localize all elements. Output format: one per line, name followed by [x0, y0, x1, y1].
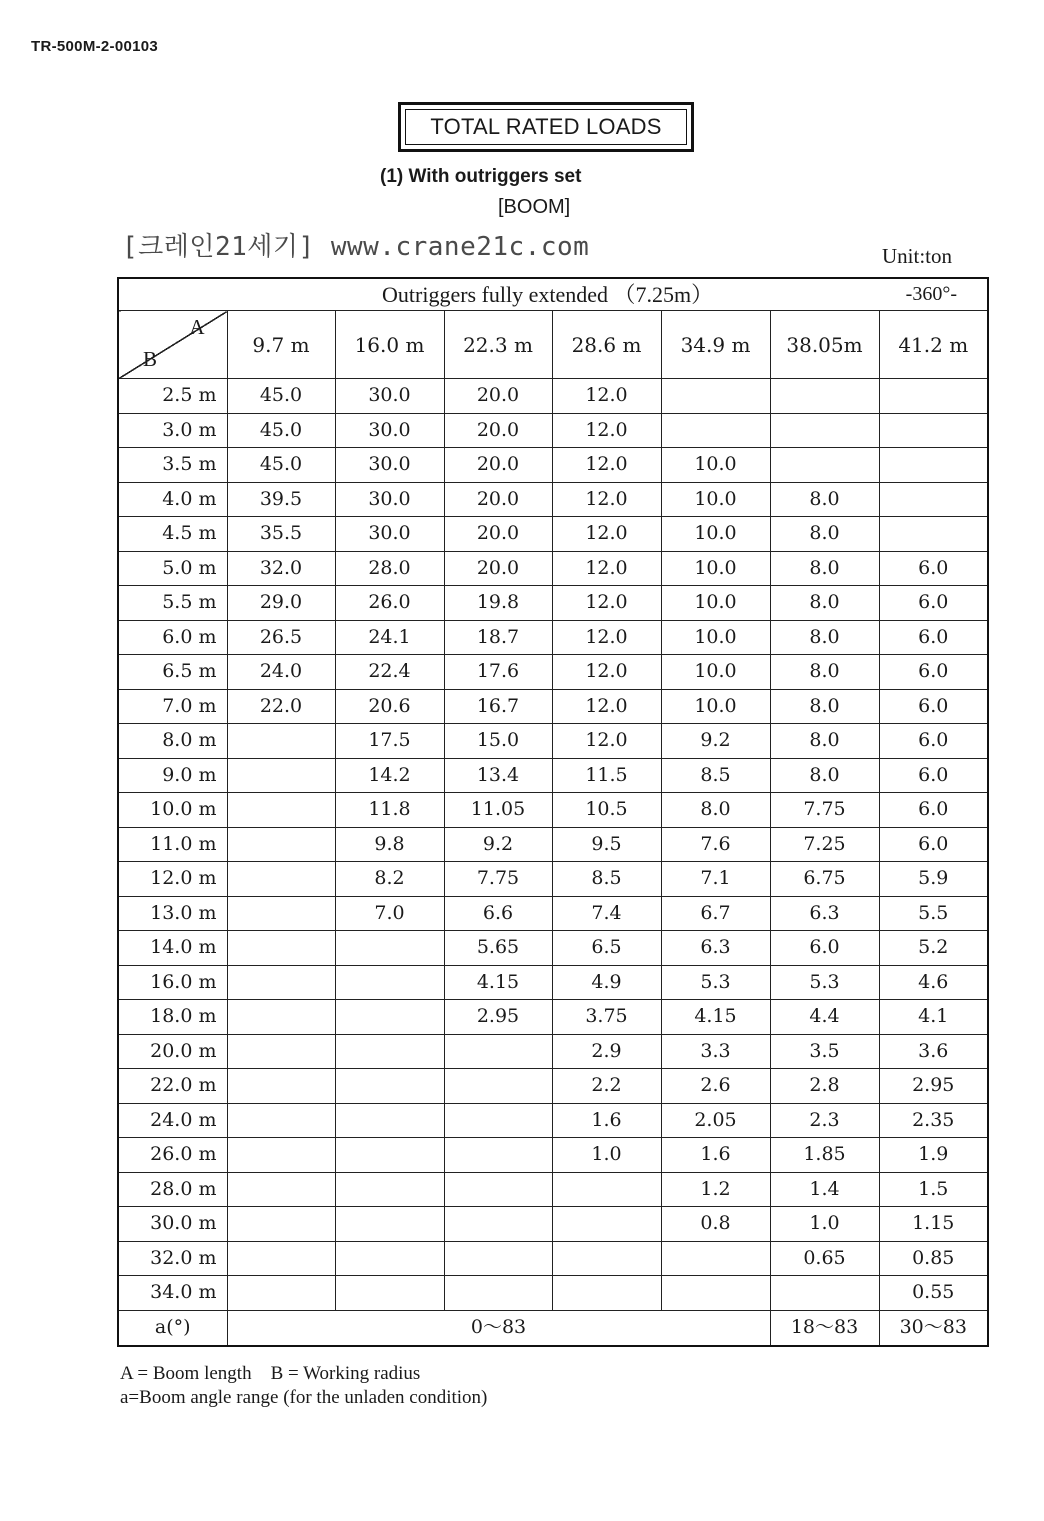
load-cell	[335, 1276, 444, 1311]
load-cell: 8.5	[661, 758, 770, 793]
load-cell	[227, 1207, 335, 1242]
load-cell	[335, 965, 444, 1000]
boom-angle-row	[118, 1310, 988, 1346]
load-cell: 8.0	[770, 586, 879, 621]
load-cell: 2.05	[661, 1103, 770, 1138]
table-row	[118, 482, 988, 517]
working-radius-cell: 14.0 m	[118, 931, 227, 966]
load-cell: 22.4	[335, 655, 444, 690]
load-cell: 10.0	[661, 517, 770, 552]
load-cell: 20.0	[444, 379, 552, 414]
load-cell: 20.0	[444, 482, 552, 517]
table-row	[118, 413, 988, 448]
load-cell: 20.0	[444, 448, 552, 483]
corner-cell	[118, 311, 227, 379]
load-cell: 5.3	[770, 965, 879, 1000]
load-cell: 6.5	[552, 931, 661, 966]
load-cell	[227, 1034, 335, 1069]
working-radius-cell: 26.0 m	[118, 1138, 227, 1173]
load-cell	[227, 793, 335, 828]
boom-angle-range-1: 0～83	[227, 1310, 770, 1346]
load-cell: 3.5	[770, 1034, 879, 1069]
load-cell: 45.0	[227, 413, 335, 448]
load-cell: 45.0	[227, 448, 335, 483]
load-cell	[227, 1138, 335, 1173]
table-row	[118, 896, 988, 931]
load-cell: 24.0	[227, 655, 335, 690]
working-radius-cell: 20.0 m	[118, 1034, 227, 1069]
load-cell: 9.5	[552, 827, 661, 862]
table-row	[118, 965, 988, 1000]
load-cell: 12.0	[552, 586, 661, 621]
boom-length-header: 9.7 m	[227, 311, 335, 379]
load-cell: 8.0	[770, 655, 879, 690]
load-cell: 39.5	[227, 482, 335, 517]
table-row	[118, 551, 988, 586]
load-cell: 9.2	[444, 827, 552, 862]
load-cell: 7.6	[661, 827, 770, 862]
load-cell: 5.3	[661, 965, 770, 1000]
boom-angle-range-3: 30～83	[879, 1310, 988, 1346]
load-cell	[552, 1207, 661, 1242]
load-cell	[770, 448, 879, 483]
load-cell: 29.0	[227, 586, 335, 621]
load-cell: 26.0	[335, 586, 444, 621]
load-cell: 2.9	[552, 1034, 661, 1069]
load-cell: 1.2	[661, 1172, 770, 1207]
table-row	[118, 1207, 988, 1242]
load-cell	[335, 1207, 444, 1242]
table-body	[118, 278, 988, 1346]
working-radius-cell: 11.0 m	[118, 827, 227, 862]
load-cell: 6.75	[770, 862, 879, 897]
working-radius-cell: 9.0 m	[118, 758, 227, 793]
load-cell: 6.0	[879, 551, 988, 586]
load-cell: 2.6	[661, 1069, 770, 1104]
load-cell: 0.85	[879, 1241, 988, 1276]
working-radius-cell: 4.0 m	[118, 482, 227, 517]
table-row	[118, 689, 988, 724]
working-radius-cell: 7.0 m	[118, 689, 227, 724]
load-cell: 12.0	[552, 413, 661, 448]
load-cell	[227, 1172, 335, 1207]
load-cell	[552, 1276, 661, 1311]
load-cell: 6.3	[770, 896, 879, 931]
load-cell	[770, 379, 879, 414]
subtitle: (1) With outriggers set	[380, 166, 582, 187]
load-cell: 1.5	[879, 1172, 988, 1207]
load-cell	[227, 724, 335, 759]
boom-length-header: 38.05m	[770, 311, 879, 379]
load-cell: 2.2	[552, 1069, 661, 1104]
load-cell: 8.0	[661, 793, 770, 828]
load-cell	[444, 1276, 552, 1311]
outrigger-header-cell	[118, 278, 988, 311]
load-cell	[661, 379, 770, 414]
load-cell: 4.9	[552, 965, 661, 1000]
load-cell: 11.05	[444, 793, 552, 828]
load-cell: 30.0	[335, 517, 444, 552]
load-cell: 10.0	[661, 482, 770, 517]
load-cell: 1.0	[552, 1138, 661, 1173]
load-cell: 0.8	[661, 1207, 770, 1242]
load-cell: 6.0	[879, 724, 988, 759]
load-cell	[335, 1172, 444, 1207]
boom-length-header: 16.0 m	[335, 311, 444, 379]
load-cell: 30.0	[335, 448, 444, 483]
unit-label: Unit:ton	[882, 244, 953, 268]
notes-line-2: a=Boom angle range (for the unladen condition)	[120, 1387, 488, 1408]
table-row	[118, 655, 988, 690]
load-cell: 10.0	[661, 689, 770, 724]
working-radius-cell: 10.0 m	[118, 793, 227, 828]
working-radius-cell: 13.0 m	[118, 896, 227, 931]
load-cell: 12.0	[552, 482, 661, 517]
load-cell: 26.5	[227, 620, 335, 655]
load-cell	[227, 931, 335, 966]
working-radius-cell: 3.0 m	[118, 413, 227, 448]
table-row	[118, 517, 988, 552]
load-cell: 1.6	[552, 1103, 661, 1138]
load-cell	[879, 448, 988, 483]
table-row	[118, 448, 988, 483]
working-radius-cell: 6.0 m	[118, 620, 227, 655]
working-radius-cell: 3.5 m	[118, 448, 227, 483]
load-cell	[879, 379, 988, 414]
load-cell	[552, 1172, 661, 1207]
load-cell: 17.5	[335, 724, 444, 759]
load-cell	[227, 1069, 335, 1104]
load-cell: 10.0	[661, 551, 770, 586]
load-cell: 13.4	[444, 758, 552, 793]
load-cell: 15.0	[444, 724, 552, 759]
table-row	[118, 758, 988, 793]
subtitle-boom: [BOOM]	[498, 196, 571, 218]
load-cell	[335, 1000, 444, 1035]
load-cell: 4.6	[879, 965, 988, 1000]
working-radius-cell: 34.0 m	[118, 1276, 227, 1311]
load-cell: 7.75	[770, 793, 879, 828]
corner-label-b: B	[143, 347, 158, 371]
load-cell	[444, 1207, 552, 1242]
boom-length-header: 22.3 m	[444, 311, 552, 379]
load-cell	[444, 1172, 552, 1207]
boom-length-header-row	[118, 311, 988, 379]
load-cell	[661, 1276, 770, 1311]
load-cell: 4.15	[661, 1000, 770, 1035]
load-cell: 6.0	[879, 620, 988, 655]
load-cell: 8.0	[770, 758, 879, 793]
load-cell: 24.1	[335, 620, 444, 655]
load-cell: 1.0	[770, 1207, 879, 1242]
load-cell: 14.2	[335, 758, 444, 793]
load-cell	[227, 1103, 335, 1138]
title-box	[398, 102, 694, 152]
load-cell: 12.0	[552, 655, 661, 690]
load-cell	[444, 1034, 552, 1069]
working-radius-cell: 22.0 m	[118, 1069, 227, 1104]
load-cell: 8.0	[770, 551, 879, 586]
working-radius-cell: 30.0 m	[118, 1207, 227, 1242]
rated-loads-table	[117, 277, 989, 1347]
load-cell: 3.6	[879, 1034, 988, 1069]
working-radius-cell: 4.5 m	[118, 517, 227, 552]
load-cell: 1.15	[879, 1207, 988, 1242]
outrigger-header: Outriggers fully extended （7.25m）	[382, 282, 714, 307]
load-cell: 10.5	[552, 793, 661, 828]
load-cell: 5.5	[879, 896, 988, 931]
load-cell	[335, 1241, 444, 1276]
watermark-text: [크레인21세기] www.crane21c.com	[122, 232, 590, 262]
load-cell: 4.15	[444, 965, 552, 1000]
load-cell: 2.95	[879, 1069, 988, 1104]
load-cell: 8.0	[770, 517, 879, 552]
load-cell: 20.6	[335, 689, 444, 724]
table-row	[118, 586, 988, 621]
table-row	[118, 1000, 988, 1035]
load-cell: 8.2	[335, 862, 444, 897]
working-radius-cell: 6.5 m	[118, 655, 227, 690]
load-cell: 30.0	[335, 482, 444, 517]
load-cell: 6.0	[879, 655, 988, 690]
load-cell: 11.8	[335, 793, 444, 828]
load-cell: 12.0	[552, 448, 661, 483]
table-row	[118, 1034, 988, 1069]
load-cell	[661, 1241, 770, 1276]
load-cell: 32.0	[227, 551, 335, 586]
load-cell: 3.75	[552, 1000, 661, 1035]
load-cell: 4.1	[879, 1000, 988, 1035]
load-cell: 6.7	[661, 896, 770, 931]
load-cell: 1.85	[770, 1138, 879, 1173]
load-cell: 2.8	[770, 1069, 879, 1104]
load-cell: 8.0	[770, 620, 879, 655]
load-cell	[879, 482, 988, 517]
load-cell	[879, 517, 988, 552]
load-cell	[335, 1138, 444, 1173]
load-cell: 0.65	[770, 1241, 879, 1276]
load-cell: 7.4	[552, 896, 661, 931]
load-cell: 12.0	[552, 620, 661, 655]
load-cell: 2.95	[444, 1000, 552, 1035]
load-cell: 10.0	[661, 655, 770, 690]
load-cell: 5.65	[444, 931, 552, 966]
corner-label-a: A	[189, 315, 205, 339]
load-cell: 6.0	[879, 827, 988, 862]
working-radius-cell: 28.0 m	[118, 1172, 227, 1207]
load-cell	[444, 1138, 552, 1173]
load-cell	[227, 862, 335, 897]
load-cell: 6.0	[879, 586, 988, 621]
boom-length-header: 28.6 m	[552, 311, 661, 379]
load-cell: 18.7	[444, 620, 552, 655]
table-row	[118, 1069, 988, 1104]
table-row	[118, 379, 988, 414]
load-cell	[227, 896, 335, 931]
working-radius-cell: 5.0 m	[118, 551, 227, 586]
load-cell: 10.0	[661, 586, 770, 621]
load-cell: 2.35	[879, 1103, 988, 1138]
load-cell: 6.0	[879, 793, 988, 828]
table-top-header-row	[118, 278, 988, 311]
load-cell: 6.3	[661, 931, 770, 966]
load-cell: 12.0	[552, 517, 661, 552]
boom-angle-range-2: 18～83	[770, 1310, 879, 1346]
load-cell	[335, 1069, 444, 1104]
load-cell: 8.5	[552, 862, 661, 897]
load-cell: 1.9	[879, 1138, 988, 1173]
notes-line-1: A = Boom length B = Working radius	[120, 1363, 421, 1384]
load-cell: 7.25	[770, 827, 879, 862]
load-cell: 6.6	[444, 896, 552, 931]
table-row	[118, 1241, 988, 1276]
working-radius-cell: 5.5 m	[118, 586, 227, 621]
load-cell: 20.0	[444, 413, 552, 448]
document-id: TR-500M-2-00103	[31, 38, 159, 55]
load-cell	[227, 1276, 335, 1311]
table-row	[118, 620, 988, 655]
load-cell: 45.0	[227, 379, 335, 414]
load-cell: 4.4	[770, 1000, 879, 1035]
table-row	[118, 793, 988, 828]
load-cell	[770, 1276, 879, 1311]
load-cell: 22.0	[227, 689, 335, 724]
boom-angle-label: a(°)	[118, 1310, 227, 1346]
load-cell: 2.3	[770, 1103, 879, 1138]
load-cell: 7.75	[444, 862, 552, 897]
load-cell: 9.8	[335, 827, 444, 862]
table-row	[118, 724, 988, 759]
table-row	[118, 1276, 988, 1311]
table-row	[118, 1103, 988, 1138]
load-cell	[552, 1241, 661, 1276]
working-radius-cell: 12.0 m	[118, 862, 227, 897]
boom-length-header: 41.2 m	[879, 311, 988, 379]
boom-length-header: 34.9 m	[661, 311, 770, 379]
load-cell	[227, 1000, 335, 1035]
load-cell: 1.4	[770, 1172, 879, 1207]
load-cell: 1.6	[661, 1138, 770, 1173]
load-cell	[227, 758, 335, 793]
load-cell	[335, 1103, 444, 1138]
working-radius-cell: 2.5 m	[118, 379, 227, 414]
load-cell	[661, 413, 770, 448]
load-cell: 6.0	[879, 689, 988, 724]
load-cell	[444, 1103, 552, 1138]
notes	[120, 1362, 487, 1410]
table-row	[118, 1138, 988, 1173]
load-cell: 10.0	[661, 448, 770, 483]
load-cell: 30.0	[335, 413, 444, 448]
load-cell: 5.2	[879, 931, 988, 966]
load-cell: 20.0	[444, 517, 552, 552]
load-cell: 20.0	[444, 551, 552, 586]
load-cell: 10.0	[661, 620, 770, 655]
load-cell: 8.0	[770, 689, 879, 724]
load-cell: 9.2	[661, 724, 770, 759]
table-row	[118, 1172, 988, 1207]
working-radius-cell: 16.0 m	[118, 965, 227, 1000]
load-cell: 7.1	[661, 862, 770, 897]
load-cell	[879, 413, 988, 448]
load-cell: 28.0	[335, 551, 444, 586]
load-cell: 6.0	[770, 931, 879, 966]
load-cell	[227, 1241, 335, 1276]
load-cell	[335, 1034, 444, 1069]
load-cell	[770, 413, 879, 448]
load-cell: 5.9	[879, 862, 988, 897]
load-cell: 12.0	[552, 379, 661, 414]
table-row	[118, 827, 988, 862]
load-cell: 8.0	[770, 482, 879, 517]
load-cell: 12.0	[552, 551, 661, 586]
working-radius-cell: 24.0 m	[118, 1103, 227, 1138]
load-cell: 12.0	[552, 689, 661, 724]
load-cell	[444, 1069, 552, 1104]
load-cell: 6.0	[879, 758, 988, 793]
load-cell: 7.0	[335, 896, 444, 931]
load-cell: 12.0	[552, 724, 661, 759]
load-cell: 16.7	[444, 689, 552, 724]
table-row	[118, 931, 988, 966]
load-cell: 0.55	[879, 1276, 988, 1311]
load-cell	[227, 965, 335, 1000]
working-radius-cell: 32.0 m	[118, 1241, 227, 1276]
page-title: TOTAL RATED LOADS	[405, 109, 687, 145]
load-cell	[335, 931, 444, 966]
load-cell: 19.8	[444, 586, 552, 621]
load-cell	[444, 1241, 552, 1276]
working-radius-cell: 8.0 m	[118, 724, 227, 759]
rotation-label: -360°-	[905, 283, 957, 305]
load-cell: 8.0	[770, 724, 879, 759]
load-cell: 30.0	[335, 379, 444, 414]
load-cell: 35.5	[227, 517, 335, 552]
load-cell: 3.3	[661, 1034, 770, 1069]
table-row	[118, 862, 988, 897]
working-radius-cell: 18.0 m	[118, 1000, 227, 1035]
load-cell: 11.5	[552, 758, 661, 793]
load-cell: 17.6	[444, 655, 552, 690]
load-cell	[227, 827, 335, 862]
